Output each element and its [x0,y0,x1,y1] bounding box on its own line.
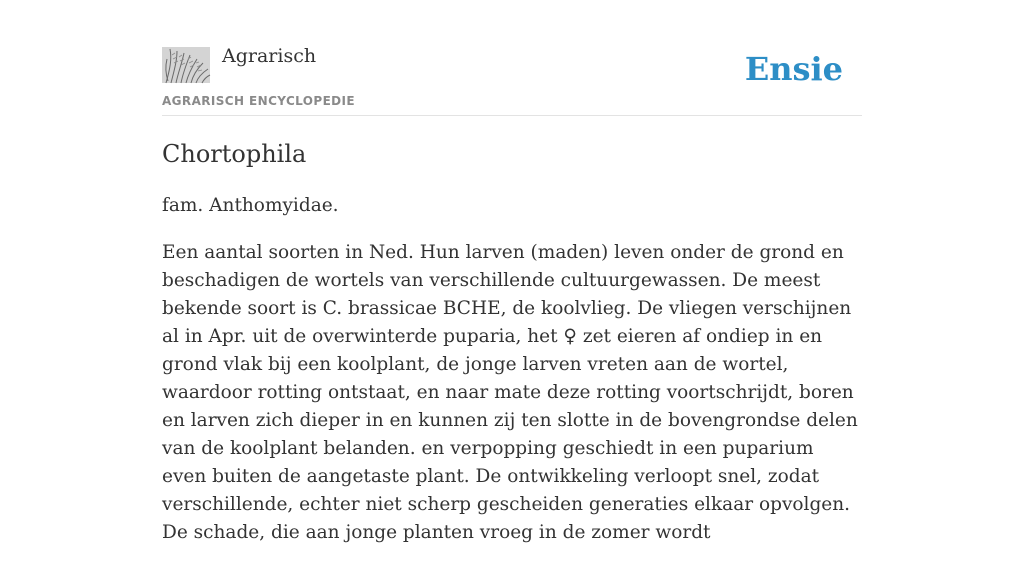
article-title: Chortophila [162,140,307,168]
article-paragraph-family: fam. Anthomyidae. [162,195,339,216]
book-title[interactable]: Agrarisch [222,45,317,67]
brand-logo-link[interactable]: Ensie [744,50,843,88]
book-subtitle: AGRARISCH ENCYCLOPEDIE [162,94,355,108]
wheat-engraving-icon[interactable] [162,47,210,83]
site-header [162,0,862,116]
article-body [162,192,862,566]
article-paragraph-description: Een aantal soorten in Ned. Hun larven (maden) leven onder de grond en beschadigen de wortels van verschillende cultuurgewassen. De meest bekende soort is C. brassicae BCHE, de koolvlieg. De vliegen verschijnen al in Apr. uit de overwinterde puparia, het ♀ zet eieren af ondiep in en grond vlak bij een koolplant, de jonge larven vreten aan de wortel, waardoor rotting ontstaat, en naar mate deze rotting voortschrijdt, boren en larven zich dieper in en kunnen zij ten slotte in de bovengrondse delen van de koolplant belanden. en verpopping geschiedt in een puparium even buiten de aangetaste plant. De ontwikkeling verloopt snel, zodat verschillende, echter niet scherp gescheiden generaties elkaar opvolgen. De schade, die aan jonge planten vroeg in de zomer wordt [162,242,858,543]
